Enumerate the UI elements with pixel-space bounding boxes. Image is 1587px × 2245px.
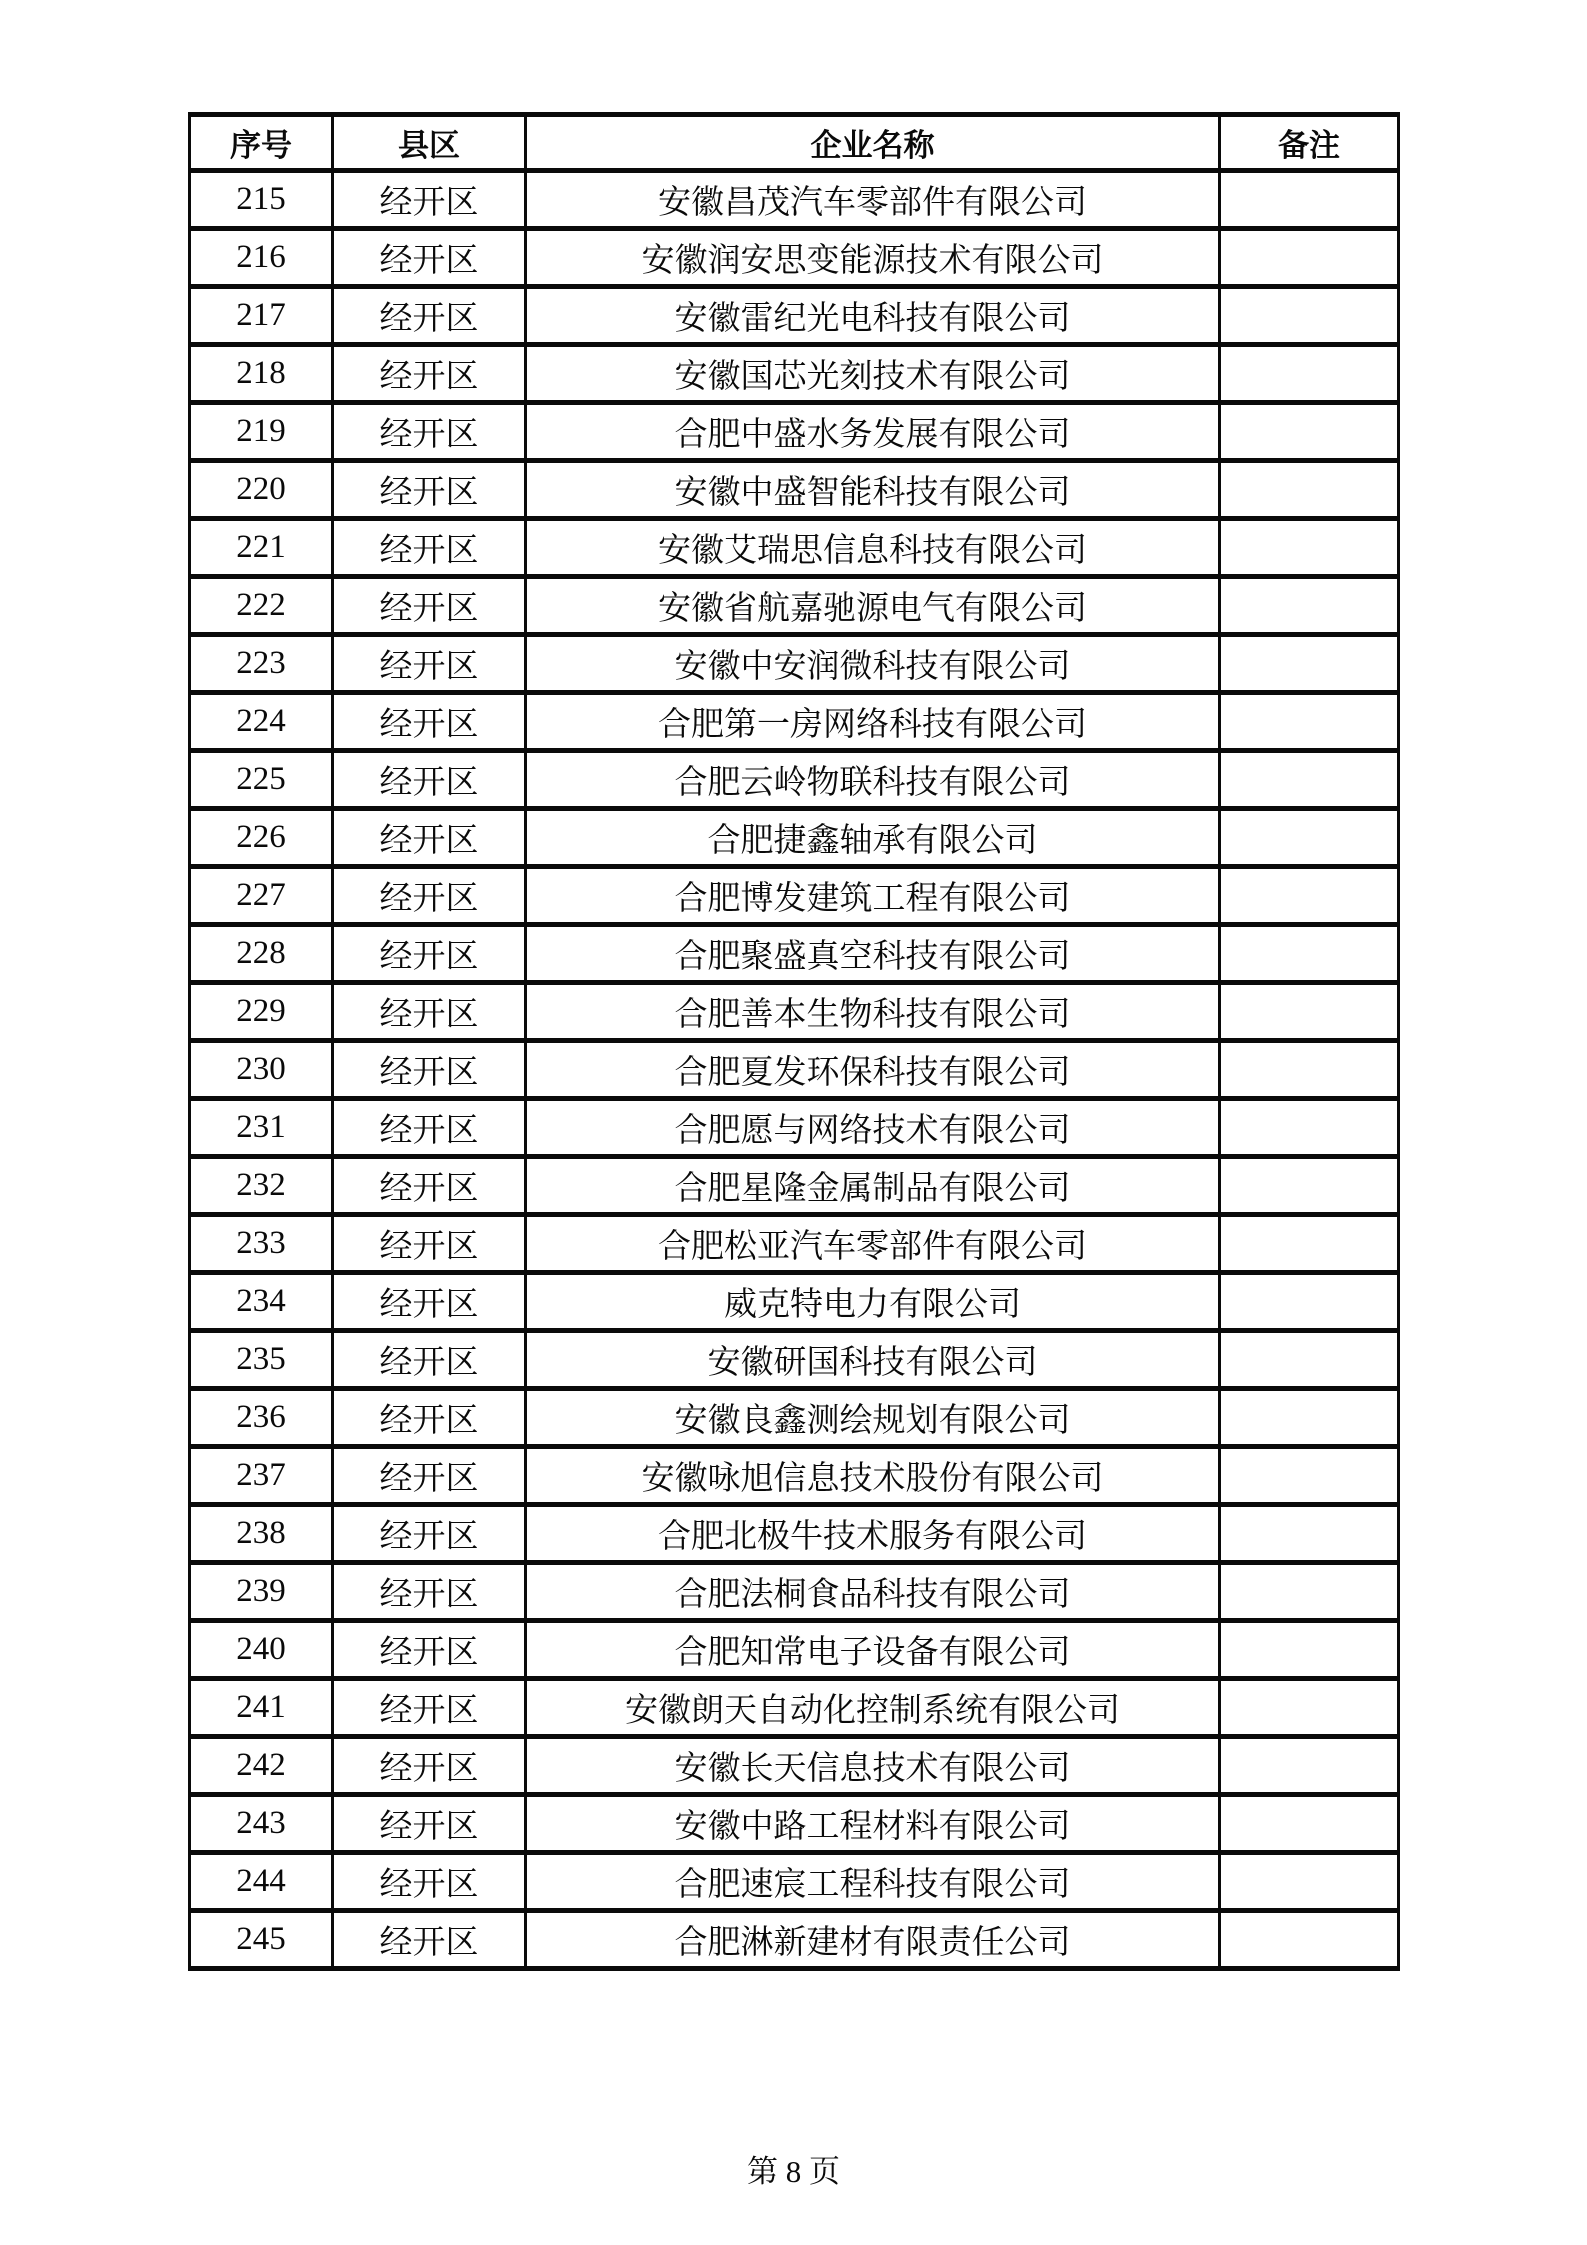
serial-number-cell: 242 (190, 1737, 333, 1795)
note-cell (1220, 1389, 1399, 1447)
district-cell: 经开区 (333, 809, 526, 867)
note-cell (1220, 1505, 1399, 1563)
company-name-cell: 合肥聚盛真空科技有限公司 (526, 925, 1220, 983)
serial-number-cell: 220 (190, 461, 333, 519)
note-cell (1220, 1795, 1399, 1853)
district-cell: 经开区 (333, 635, 526, 693)
table-row (190, 1389, 1399, 1447)
table-row (190, 1505, 1399, 1563)
company-name-cell: 合肥捷鑫轴承有限公司 (526, 809, 1220, 867)
note-cell (1220, 461, 1399, 519)
table-row (190, 345, 1399, 403)
table-body (190, 171, 1399, 1969)
serial-number-cell: 225 (190, 751, 333, 809)
header-district: 县区 (333, 115, 526, 171)
district-cell: 经开区 (333, 229, 526, 287)
company-name-cell: 威克特电力有限公司 (526, 1273, 1220, 1331)
table-row (190, 1563, 1399, 1621)
table-row (190, 1795, 1399, 1853)
table-row (190, 1099, 1399, 1157)
serial-number-cell: 215 (190, 171, 333, 229)
note-cell (1220, 1331, 1399, 1389)
note-cell (1220, 1621, 1399, 1679)
serial-number-cell: 231 (190, 1099, 333, 1157)
table-row (190, 867, 1399, 925)
table-row (190, 1911, 1399, 1969)
table-row (190, 635, 1399, 693)
district-cell: 经开区 (333, 867, 526, 925)
table-row (190, 1853, 1399, 1911)
table-row (190, 1157, 1399, 1215)
company-name-cell: 安徽昌茂汽车零部件有限公司 (526, 171, 1220, 229)
note-cell (1220, 867, 1399, 925)
serial-number-cell: 234 (190, 1273, 333, 1331)
district-cell: 经开区 (333, 1563, 526, 1621)
table-row (190, 751, 1399, 809)
company-name-cell: 安徽省航嘉驰源电气有限公司 (526, 577, 1220, 635)
serial-number-cell: 244 (190, 1853, 333, 1911)
company-name-cell: 合肥星隆金属制品有限公司 (526, 1157, 1220, 1215)
serial-number-cell: 239 (190, 1563, 333, 1621)
table-row (190, 1331, 1399, 1389)
table-header-row (190, 115, 1399, 171)
note-cell (1220, 345, 1399, 403)
note-cell (1220, 925, 1399, 983)
header-company-name: 企业名称 (526, 115, 1220, 171)
serial-number-cell: 230 (190, 1041, 333, 1099)
company-name-cell: 合肥第一房网络科技有限公司 (526, 693, 1220, 751)
page-number: 第 8 页 (747, 2154, 840, 2189)
district-cell: 经开区 (333, 1099, 526, 1157)
note-cell (1220, 983, 1399, 1041)
district-cell: 经开区 (333, 1853, 526, 1911)
serial-number-cell: 227 (190, 867, 333, 925)
serial-number-cell: 226 (190, 809, 333, 867)
district-cell: 经开区 (333, 577, 526, 635)
table-row (190, 1041, 1399, 1099)
note-cell (1220, 1853, 1399, 1911)
company-name-cell: 合肥中盛水务发展有限公司 (526, 403, 1220, 461)
table-row (190, 1737, 1399, 1795)
district-cell: 经开区 (333, 693, 526, 751)
serial-number-cell: 236 (190, 1389, 333, 1447)
note-cell (1220, 1099, 1399, 1157)
table-row (190, 1447, 1399, 1505)
company-name-cell: 合肥云岭物联科技有限公司 (526, 751, 1220, 809)
note-cell (1220, 1273, 1399, 1331)
district-cell: 经开区 (333, 519, 526, 577)
note-cell (1220, 519, 1399, 577)
note-cell (1220, 809, 1399, 867)
district-cell: 经开区 (333, 1041, 526, 1099)
serial-number-cell: 237 (190, 1447, 333, 1505)
company-name-cell: 安徽朗天自动化控制系统有限公司 (526, 1679, 1220, 1737)
company-name-cell: 合肥博发建筑工程有限公司 (526, 867, 1220, 925)
table-row (190, 1273, 1399, 1331)
district-cell: 经开区 (333, 1157, 526, 1215)
note-cell (1220, 1911, 1399, 1969)
district-cell: 经开区 (333, 1621, 526, 1679)
district-cell: 经开区 (333, 1331, 526, 1389)
note-cell (1220, 229, 1399, 287)
serial-number-cell: 245 (190, 1911, 333, 1969)
note-cell (1220, 1679, 1399, 1737)
note-cell (1220, 693, 1399, 751)
company-name-cell: 安徽咏旭信息技术股份有限公司 (526, 1447, 1220, 1505)
table-row (190, 925, 1399, 983)
serial-number-cell: 222 (190, 577, 333, 635)
district-cell: 经开区 (333, 345, 526, 403)
company-name-cell: 安徽中路工程材料有限公司 (526, 1795, 1220, 1853)
serial-number-cell: 240 (190, 1621, 333, 1679)
table-row (190, 1215, 1399, 1273)
company-name-cell: 合肥知常电子设备有限公司 (526, 1621, 1220, 1679)
company-name-cell: 安徽长天信息技术有限公司 (526, 1737, 1220, 1795)
company-name-cell: 安徽雷纪光电科技有限公司 (526, 287, 1220, 345)
note-cell (1220, 751, 1399, 809)
header-serial-number: 序号 (190, 115, 333, 171)
company-name-cell: 安徽中盛智能科技有限公司 (526, 461, 1220, 519)
table-row (190, 983, 1399, 1041)
note-cell (1220, 635, 1399, 693)
district-cell: 经开区 (333, 1389, 526, 1447)
district-cell: 经开区 (333, 403, 526, 461)
serial-number-cell: 243 (190, 1795, 333, 1853)
table-row (190, 1679, 1399, 1737)
district-cell: 经开区 (333, 171, 526, 229)
note-cell (1220, 1447, 1399, 1505)
serial-number-cell: 232 (190, 1157, 333, 1215)
company-name-cell: 合肥愿与网络技术有限公司 (526, 1099, 1220, 1157)
district-cell: 经开区 (333, 1505, 526, 1563)
company-name-cell: 安徽国芯光刻技术有限公司 (526, 345, 1220, 403)
header-note: 备注 (1220, 115, 1399, 171)
note-cell (1220, 1041, 1399, 1099)
district-cell: 经开区 (333, 751, 526, 809)
district-cell: 经开区 (333, 1911, 526, 1969)
district-cell: 经开区 (333, 1795, 526, 1853)
company-name-cell: 安徽润安思变能源技术有限公司 (526, 229, 1220, 287)
table-row (190, 809, 1399, 867)
district-cell: 经开区 (333, 925, 526, 983)
company-name-cell: 安徽中安润微科技有限公司 (526, 635, 1220, 693)
company-name-cell: 合肥速宸工程科技有限公司 (526, 1853, 1220, 1911)
serial-number-cell: 235 (190, 1331, 333, 1389)
company-name-cell: 合肥松亚汽车零部件有限公司 (526, 1215, 1220, 1273)
district-cell: 经开区 (333, 1215, 526, 1273)
district-cell: 经开区 (333, 983, 526, 1041)
note-cell (1220, 1215, 1399, 1273)
district-cell: 经开区 (333, 1273, 526, 1331)
company-name-cell: 合肥淋新建材有限责任公司 (526, 1911, 1220, 1969)
company-name-cell: 安徽艾瑞思信息科技有限公司 (526, 519, 1220, 577)
note-cell (1220, 1157, 1399, 1215)
table-row (190, 577, 1399, 635)
serial-number-cell: 219 (190, 403, 333, 461)
serial-number-cell: 233 (190, 1215, 333, 1273)
company-name-cell: 合肥北极牛技术服务有限公司 (526, 1505, 1220, 1563)
serial-number-cell: 221 (190, 519, 333, 577)
table-row (190, 1621, 1399, 1679)
company-name-cell: 合肥法桐食品科技有限公司 (526, 1563, 1220, 1621)
company-table (188, 112, 1400, 1971)
table-row (190, 171, 1399, 229)
company-name-cell: 安徽良鑫测绘规划有限公司 (526, 1389, 1220, 1447)
table-row (190, 519, 1399, 577)
table-row (190, 403, 1399, 461)
note-cell (1220, 1563, 1399, 1621)
serial-number-cell: 229 (190, 983, 333, 1041)
serial-number-cell: 238 (190, 1505, 333, 1563)
note-cell (1220, 577, 1399, 635)
district-cell: 经开区 (333, 461, 526, 519)
company-name-cell: 合肥善本生物科技有限公司 (526, 983, 1220, 1041)
table-row (190, 229, 1399, 287)
note-cell (1220, 171, 1399, 229)
serial-number-cell: 241 (190, 1679, 333, 1737)
note-cell (1220, 287, 1399, 345)
note-cell (1220, 403, 1399, 461)
district-cell: 经开区 (333, 1737, 526, 1795)
district-cell: 经开区 (333, 287, 526, 345)
serial-number-cell: 216 (190, 229, 333, 287)
company-name-cell: 合肥夏发环保科技有限公司 (526, 1041, 1220, 1099)
serial-number-cell: 217 (190, 287, 333, 345)
serial-number-cell: 223 (190, 635, 333, 693)
company-name-cell: 安徽研国科技有限公司 (526, 1331, 1220, 1389)
serial-number-cell: 228 (190, 925, 333, 983)
table-row (190, 693, 1399, 751)
serial-number-cell: 224 (190, 693, 333, 751)
serial-number-cell: 218 (190, 345, 333, 403)
note-cell (1220, 1737, 1399, 1795)
district-cell: 经开区 (333, 1679, 526, 1737)
district-cell: 经开区 (333, 1447, 526, 1505)
table-row (190, 287, 1399, 345)
table-row (190, 461, 1399, 519)
